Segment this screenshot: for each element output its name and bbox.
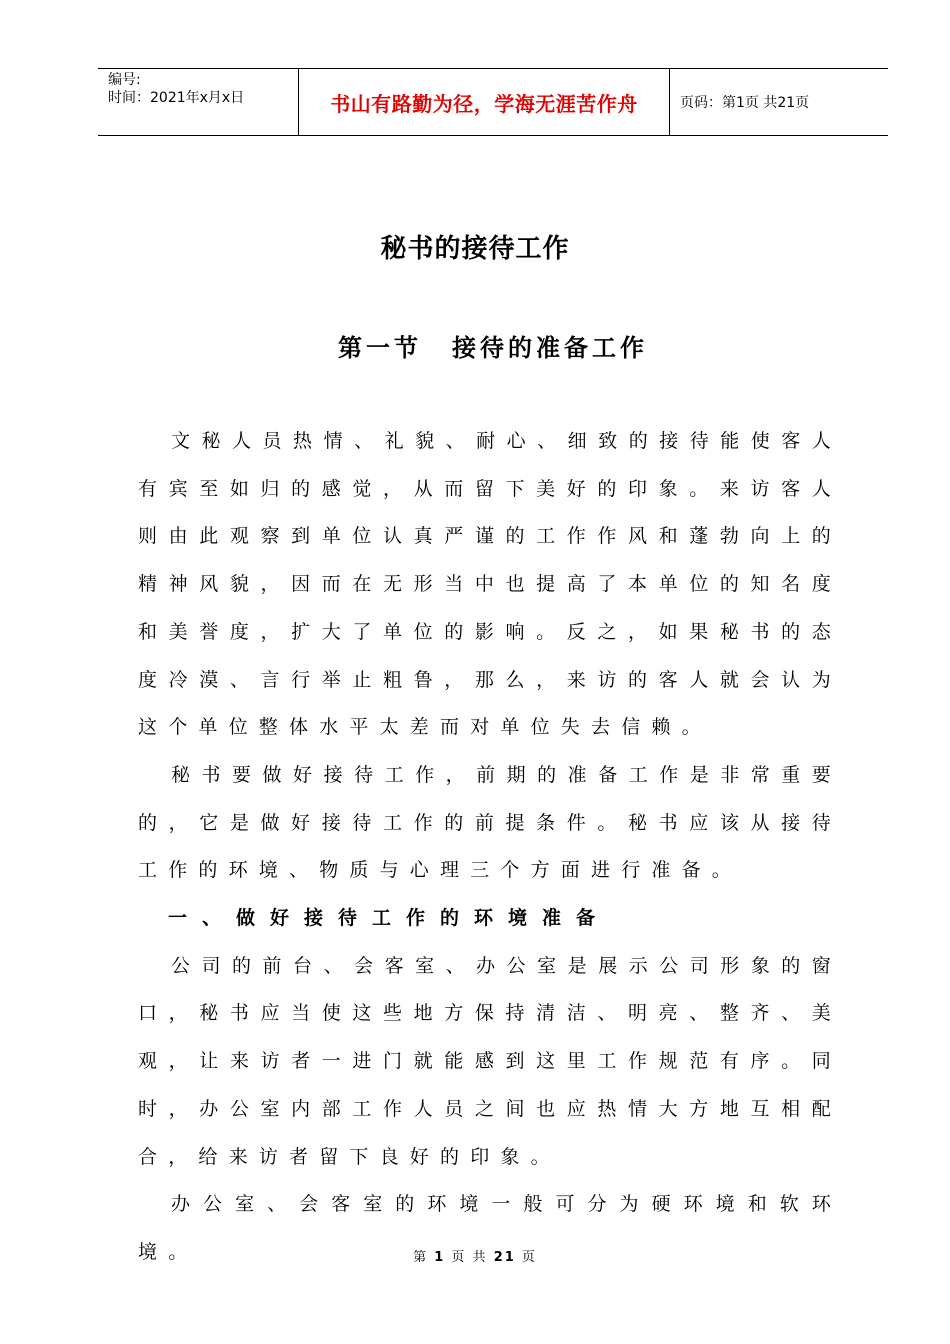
document-title: 秘书的接待工作 xyxy=(380,234,570,264)
time-label: 时间：2021年x月x日 xyxy=(108,90,245,106)
footer-total-pages: 21 xyxy=(493,1250,516,1265)
paragraph-1: 文秘人员热情、礼貌、耐心、细致的接待能使客人有宾至如归的感觉，从而留下美好的印象。来访客人则由此观察到单位认真严谨的工作作风和蓬勃向上的精神风貌，因而在无形当中也提高了本单位的知名度和美誉度，扩大了单位的影响。反之，如果秘书的态度冷漠、言行举止粗鲁，那么，来访的客人就会认为这个单位整体水平太差而对单位失去信赖。 xyxy=(138,430,842,739)
footer-page-number: 1 xyxy=(434,1250,446,1265)
footer-prefix: 第 xyxy=(413,1250,429,1265)
paragraph-2: 秘书要做好接待工作，前期的准备工作是非常重要的，它是做好接待工作的前提条件。秘书应该从接待工作的环境、物质与心理三个方面进行准备。 xyxy=(138,763,842,882)
page-footer xyxy=(0,1246,950,1265)
paragraph-3: 公司的前台、会客室、办公室是展示公司形象的窗口，秘书应当使这些地方保持清洁、明亮、整齐、美观，让来访者一进门就能感到这里工作规范有序。同时，办公室内部工作人员之间也应热情大方地互相配合，给来访者留下良好的印象。 xyxy=(138,954,842,1168)
header-motto: 书山有路勤为径，学海无涯苦作舟 xyxy=(299,69,670,135)
footer-middle: 页 共 xyxy=(451,1250,488,1265)
header-page-info: 页码：第1页 共21页 xyxy=(680,95,810,111)
serial-label: 编号: xyxy=(108,72,141,88)
subheading: 一、做好接待工作的环境准备 xyxy=(168,907,611,930)
section-heading xyxy=(0,328,950,363)
paragraph-4: 办公室、会客室的环境一般可分为硬环境和软环境。 xyxy=(138,1193,842,1263)
footer-suffix: 页 xyxy=(521,1250,537,1265)
header-table xyxy=(98,68,888,136)
section-title: 接待的准备工作 xyxy=(452,334,648,362)
section-number: 第一节 xyxy=(338,334,422,362)
document-body xyxy=(138,418,842,1277)
header-meta-cell xyxy=(98,69,299,135)
